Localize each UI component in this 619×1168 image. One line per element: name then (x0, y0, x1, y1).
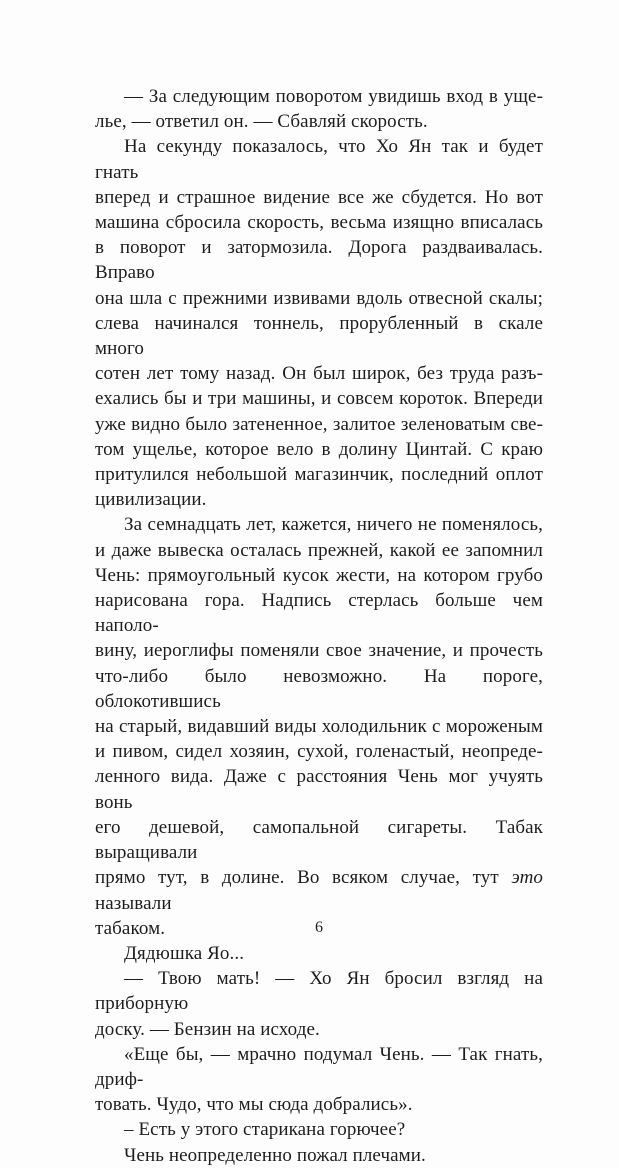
text-line: слева начинался тоннель, прорубленный в скале много (95, 312, 543, 360)
text-line: том ущелье, которое вело в долину Цинтай. С краю (95, 438, 543, 460)
text-line: что-либо было невозможно. На пороге, облокотившись (95, 665, 543, 712)
text-line: Чень: прямоугольный кусок жести, на котором грубо (95, 564, 543, 586)
page-text (95, 84, 543, 1168)
page-number: 6 (315, 919, 323, 936)
text-line: прямо тут, в долине. Во всяком случае, тут это называли (95, 867, 543, 914)
text-line: табаком. (95, 917, 166, 939)
text-line: сотен лет тому назад. Он был широк, без труда разъ- (95, 363, 543, 385)
text-line: — Твою мать! — Хо Ян бросил взгляд на приборную (95, 968, 543, 1015)
text-line: вперед и страшное видение все же сбудется. Но вот (95, 186, 543, 208)
text-line: цивилизации. (95, 489, 207, 511)
text-line: — За следующим поворотом увидишь вход в уще- (124, 86, 543, 107)
text-line: – Есть у этого старикана горючее? (124, 1119, 406, 1141)
text-line: На секунду показалось, что Хо Ян так и будет гнать (95, 136, 543, 183)
text-line: притулился небольшой магазинчик, последний оплот (95, 464, 543, 486)
text-line: его дешевой, самопальной сигареты. Табак выращивали (95, 816, 543, 864)
text-line: и даже вывеска осталась прежней, какой ее запомнил (95, 539, 543, 561)
text-line: вину, иероглифы поменяли свое значение, и прочесть (95, 640, 543, 662)
text-line: нарисована гора. Надпись стерлась больше чем наполо- (95, 590, 543, 637)
text-line: ленного вида. Даже с расстояния Чень мог учуять вонь (95, 766, 543, 813)
text-line: машина сбросила скорость, весьма изящно вписалась (95, 212, 543, 234)
text-line: доску. — Бензин на исходе. (95, 1018, 320, 1040)
text-line: За семнадцать лет, кажется, ничего не поменялось, (124, 514, 543, 536)
text-line: Чень неопределенно пожал плечами. (124, 1144, 426, 1166)
text-line: уже видно было затененное, залитое зеленоватым све- (95, 413, 543, 435)
text-line: Дядюшка Яо... (124, 942, 245, 964)
text-line: ехались бы и три машины, и совсем короток. Впереди (95, 388, 543, 410)
italic-text: это (511, 867, 543, 889)
text-line: она шла с прежними извивами вдоль отвесной скалы; (95, 287, 543, 309)
text-line: товать. Чудо, что мы сюда добрались». (95, 1094, 413, 1116)
text-line: «Еще бы, — мрачно подумал Чень. — Так гнать, дриф- (95, 1043, 543, 1090)
text-line: в поворот и затормозила. Дорога раздваивалась. Вправо (95, 237, 543, 284)
text-line: и пивом, сидел хозяин, сухой, голенастый, неопреде- (95, 741, 543, 763)
text-line: на старый, видавший виды холодильник с мороженым (95, 716, 543, 738)
text-line: лье, — ответил он. — Сбавляй скорость. (95, 111, 428, 133)
